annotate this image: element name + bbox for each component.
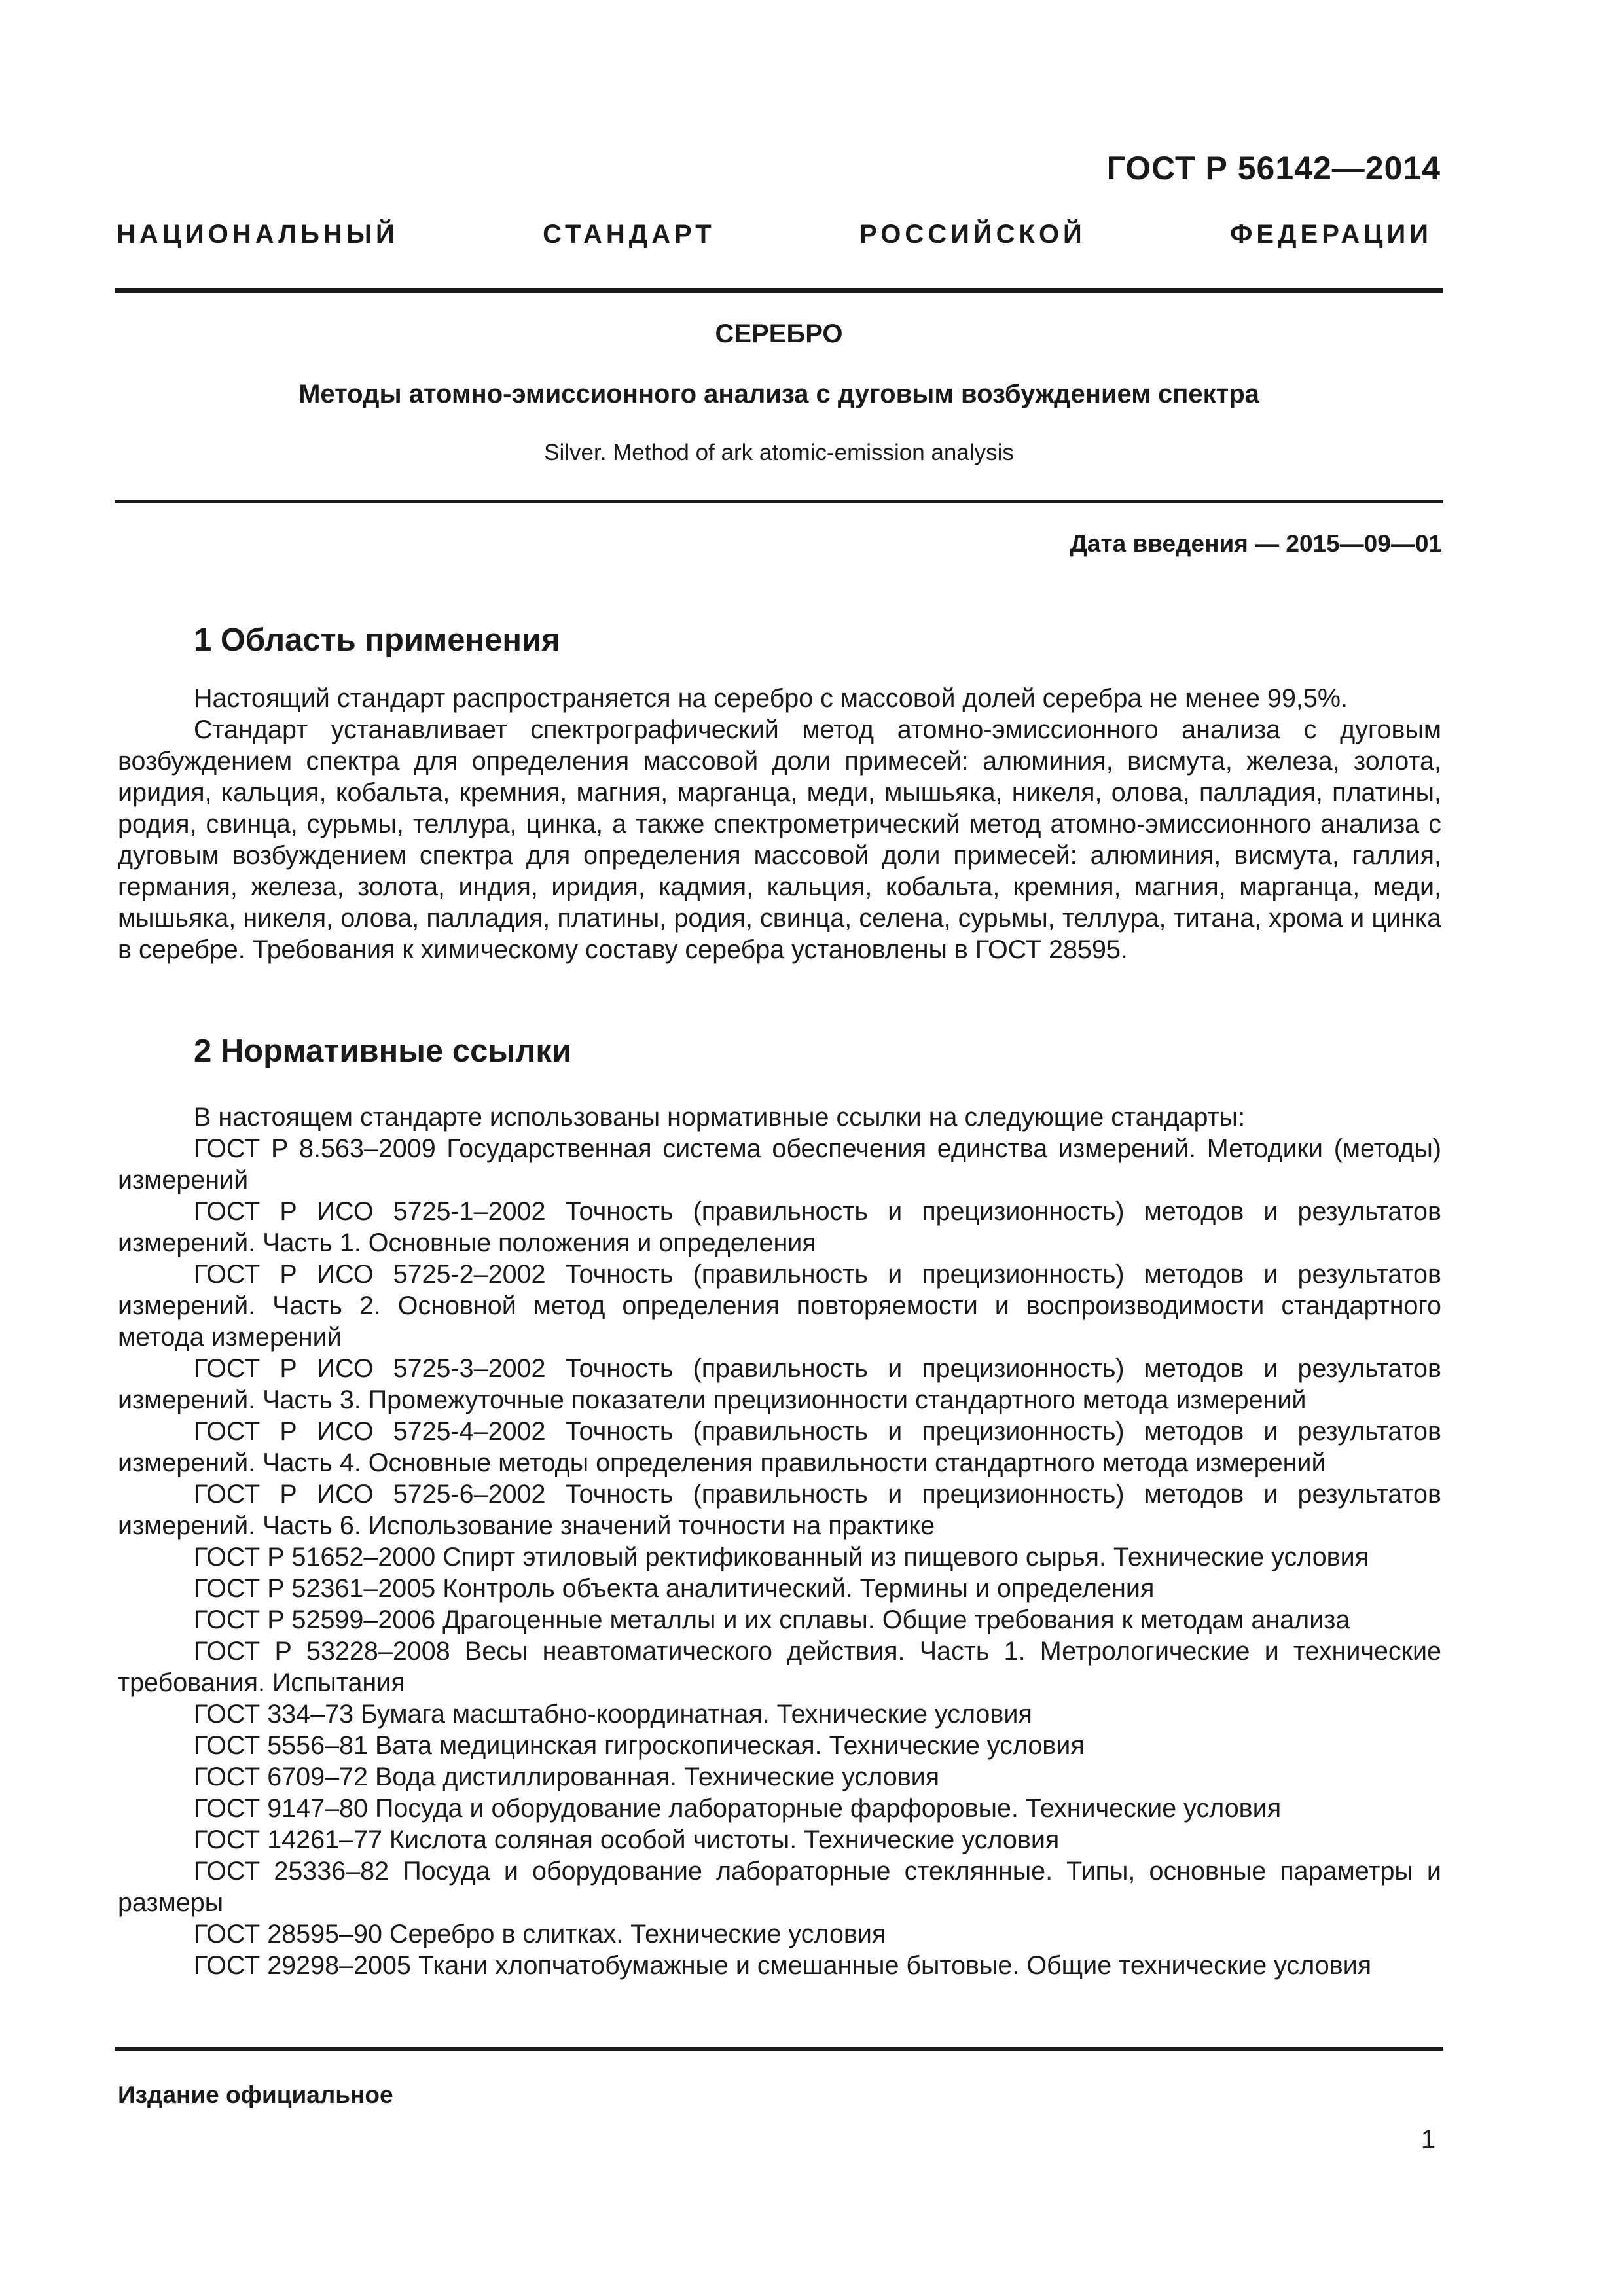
top-rule xyxy=(115,288,1443,293)
section-2-body xyxy=(118,1102,1441,1981)
reference-item: ГОСТ 6709–72 Вода дистиллированная. Технические условия xyxy=(194,1763,940,1791)
reference-item: ГОСТ 5556–81 Вата медицинская гигроскопическая. Технические условия xyxy=(194,1731,1085,1760)
reference-item: ГОСТ Р ИСО 5725-1–2002 Точность (правильность и прецизионность) методов и результатов измерений. Часть 1. Основные положения и определения xyxy=(118,1197,1441,1257)
reference-item: ГОСТ Р ИСО 5725-6–2002 Точность (правильность и прецизионность) методов и результатов измерений. Часть 6. Использование значений точности на практике xyxy=(118,1480,1441,1540)
document-title: СЕРЕБРО xyxy=(715,319,843,348)
reference-intro: В настоящем стандарте использованы нормативные ссылки на следующие стандарты: xyxy=(194,1103,1246,1132)
page-number: 1 xyxy=(1420,2125,1435,2154)
document-subtitle: Методы атомно-эмиссионного анализа с дуговым возбуждением спектра xyxy=(298,380,1259,408)
section-1-paragraph: Стандарт устанавливает спектрографический метод атомно-эмиссионного анализа с дуговым возбуждением спектра для определения массовой доли примесей: алюминия, висмута, железа, золота, иридия, кальция, кобальта, кремния, магния, марганца, меди, мышьяка, никеля, олова, палладия, платины, родия, свинца, сурьмы, теллура, цинка, а также спектрометрический метод атомно-эмиссионного анализа с дуговым возбуждением спектра для определения массовой доли примесей: алюминия, висмута, галлия, германия, железа, золота, индия, иридия, кадмия, кальция, кобальта, кремния, магния, марганца, меди, мышьяка, никеля, олова, палладия, платины, родия, свинца, селена, сурьмы, теллура, титана, хрома и цинка в серебре. Требования к химическому составу серебра установлены в ГОСТ 28595. xyxy=(118,715,1441,964)
section-2-heading: 2 Нормативные ссылки xyxy=(194,1033,571,1069)
document-code: ГОСТ Р 56142—2014 xyxy=(1106,150,1441,187)
reference-item: ГОСТ 334–73 Бумага масштабно-координатная. Технические условия xyxy=(194,1700,1032,1729)
official-edition-note: Издание официальное xyxy=(118,2081,393,2108)
reference-item: ГОСТ Р 53228–2008 Весы неавтоматического действия. Часть 1. Метрологические и технические требования. Испытания xyxy=(118,1637,1441,1697)
title-bottom-rule xyxy=(115,500,1443,503)
footer-rule xyxy=(115,2047,1443,2051)
reference-item: ГОСТ 29298–2005 Ткани хлопчатобумажные и смешанные бытовые. Общие технические условия xyxy=(194,1951,1372,1980)
reference-item: ГОСТ 9147–80 Посуда и оборудование лабораторные фарфоровые. Технические условия xyxy=(194,1794,1282,1823)
reference-item: ГОСТ 25336–82 Посуда и оборудование лабораторные стеклянные. Типы, основные параметры и размеры xyxy=(118,1857,1441,1917)
section-1-heading: 1 Область применения xyxy=(194,622,560,658)
section-1-paragraph: Настоящий стандарт распространяется на серебро с массовой долей серебра не менее 99,5%. xyxy=(194,684,1348,713)
reference-item: ГОСТ Р 51652–2000 Спирт этиловый ректификованный из пищевого сырья. Технические условия xyxy=(194,1543,1369,1571)
reference-item: ГОСТ 28595–90 Серебро в слитках. Технические условия xyxy=(194,1920,886,1948)
reference-item: ГОСТ Р 8.563–2009 Государственная система обеспечения единства измерений. Методики (методы) измерений xyxy=(118,1134,1441,1194)
section-1-body xyxy=(118,683,1441,965)
reference-item: ГОСТ Р ИСО 5725-4–2002 Точность (правильность и прецизионность) методов и результатов измерений. Часть 4. Основные методы определения правильности стандартного метода измерений xyxy=(118,1417,1441,1477)
reference-item: ГОСТ Р ИСО 5725-2–2002 Точность (правильность и прецизионность) методов и результатов измерений. Часть 2. Основной метод определения повторяемости и воспроизводимости стандартного метода измерений xyxy=(118,1260,1441,1352)
document-english-title: Silver. Method of ark atomic-emission analysis xyxy=(544,440,1014,465)
introduction-date: Дата введения — 2015—09—01 xyxy=(1070,530,1442,557)
reference-item: ГОСТ Р 52599–2006 Драгоценные металлы и их сплавы. Общие требования к методам анализа xyxy=(194,1605,1350,1634)
reference-item: ГОСТ Р ИСО 5725-3–2002 Точность (правильность и прецизионность) методов и результатов измерений. Часть 3. Промежуточные показатели прецизионности стандартного метода измерений xyxy=(118,1354,1441,1414)
reference-item: ГОСТ Р 52361–2005 Контроль объекта аналитический. Термины и определения xyxy=(194,1574,1155,1603)
reference-item: ГОСТ 14261–77 Кислота соляная особой чистоты. Технические условия xyxy=(194,1825,1060,1854)
national-standard-banner: НАЦИОНАЛЬНЫЙ СТАНДАРТ РОССИЙСКОЙ ФЕДЕРАЦИИ xyxy=(117,220,1432,249)
